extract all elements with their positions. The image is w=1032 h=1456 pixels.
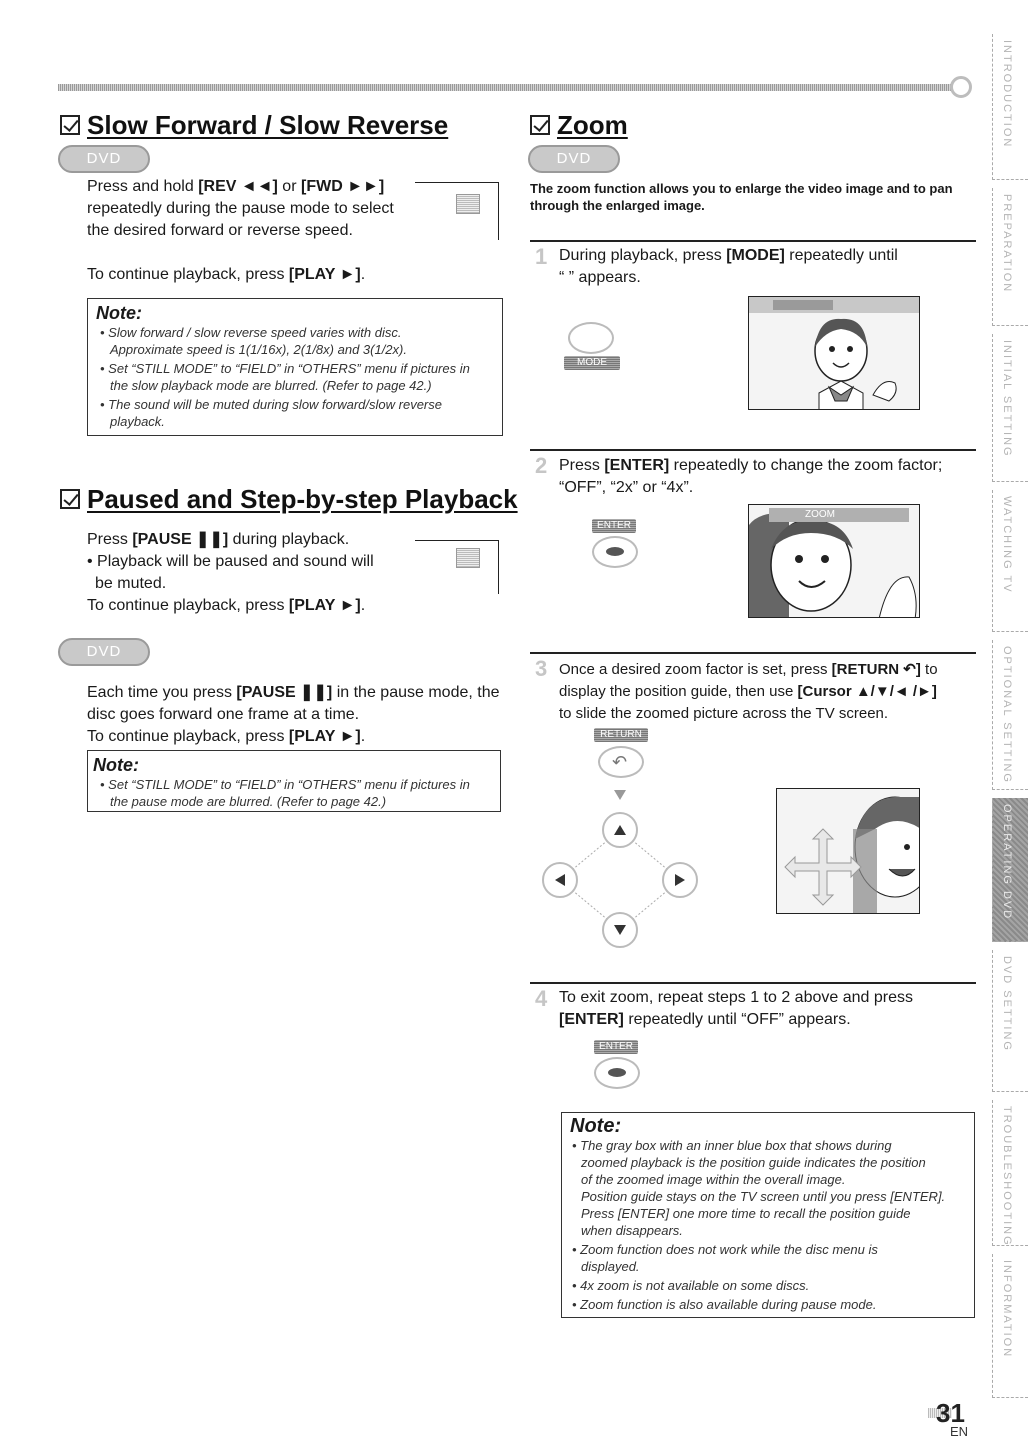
return-button-label: RETURN [594, 728, 648, 742]
mode-button-icon [568, 322, 614, 354]
note-line: • 4x zoom is not available on some discs. [572, 1278, 810, 1293]
zoom-screen-1 [748, 296, 920, 410]
note-line: • Zoom function does not work while the disc menu is [572, 1242, 878, 1257]
note-line: • Set “STILL MODE” to “FIELD” in “OTHERS” menu if pictures in [100, 361, 470, 376]
sidetab-operating-dvd[interactable]: OPERATING DVD [992, 798, 1028, 942]
sidetab-information[interactable]: INFORMATION [992, 1254, 1028, 1398]
step-rule [530, 652, 976, 654]
note-line: Approximate speed is 1(1/16x), 2(1/8x) and 3(1/2x). [110, 342, 407, 357]
note-line: • Zoom function is also available during pause mode. [572, 1297, 877, 1312]
zoom-screen-2 [748, 504, 920, 618]
step-instruction: Each time you press [PAUSE ❚❚] in the pause mode, the disc goes forward one frame at a time. To continue playback, press [PLAY ►]. [87, 684, 500, 745]
cartoon-girl-image [749, 297, 920, 410]
return-arrow-icon: ↶ [612, 752, 628, 772]
step-number: 1 [535, 244, 548, 269]
return-button-icon [598, 746, 644, 778]
note-line: • The sound will be muted during slow forward/slow reverse [100, 397, 442, 412]
note-title: Note: [96, 303, 142, 323]
note-line: • The gray box with an inner blue box that shows during [572, 1138, 892, 1153]
step-rule [530, 449, 976, 451]
slow-instruction: Press and hold [REV ◄◄] or [FWD ►►] repeatedly during the pause mode to select the desired forward or reverse speed. [87, 178, 394, 239]
sidetab-initial-setting[interactable]: INITIAL SETTING [992, 334, 1028, 482]
note-line: of the zoomed image within the overall image. [581, 1172, 846, 1187]
paused-instruction: Press [PAUSE ❚❚] during playback. • Playback will be paused and sound will be muted. To continue playback, press [PLAY ►]. [87, 531, 374, 614]
step2-text: Press [ENTER] repeatedly to change the zoom factor; “OFF”, “2x” or “4x”. [559, 457, 943, 496]
note-line: • Set “STILL MODE” to “FIELD” in “OTHERS” menu if pictures in [100, 777, 470, 792]
slow-continue: To continue playback, press [PLAY ►]. [87, 266, 366, 283]
slow-title: Slow Forward / Slow Reverse [60, 110, 448, 141]
checkbox-icon [60, 489, 80, 509]
step1-text: During playback, press [MODE] repeatedly until “ ” appears. [559, 247, 898, 286]
step4-text: To exit zoom, repeat steps 1 to 2 above and press [ENTER] repeatedly until “OFF” appears. [559, 989, 913, 1028]
note-title: Note: [93, 755, 139, 775]
pause-display-icon [456, 548, 480, 568]
slow-display-icon [456, 194, 480, 214]
zoom-osd-label: ZOOM [769, 508, 909, 522]
dvd-badge: DVD [58, 638, 150, 666]
sidetab-optional-setting[interactable]: OPTIONAL SETTING [992, 640, 1028, 790]
zoom-intro: The zoom function allows you to enlarge the video image and to pan through the enlarged image. [530, 181, 953, 213]
checkbox-icon [530, 115, 550, 135]
note-line: the pause mode are blurred. (Refer to page 42.) [110, 794, 387, 809]
zoom-note-box [561, 1112, 975, 1318]
enter-button-label: ENTER [592, 519, 636, 533]
sidetab-dvd-setting[interactable]: DVD SETTING [992, 950, 1028, 1092]
zoom-title: Zoom [530, 110, 628, 141]
note-line: zoomed playback is the position guide indicates the position [581, 1155, 926, 1170]
dvd-badge: DVD [58, 145, 150, 173]
step-rule [530, 982, 976, 984]
step-number: 4 [535, 986, 548, 1011]
note-line: Press [ENTER] one more time to recall the position guide [581, 1206, 911, 1221]
sidetab-troubleshooting[interactable]: TROUBLESHOOTING [992, 1100, 1028, 1246]
page-number: 31 [936, 1398, 965, 1428]
checkbox-icon [60, 115, 80, 135]
step-rule [530, 240, 976, 242]
note-line: when disappears. [581, 1223, 683, 1238]
cursor-pad-diagram [530, 790, 710, 950]
header-rule [58, 84, 960, 91]
enter-button-label: ENTER [594, 1040, 638, 1054]
step3-text: Once a desired zoom factor is set, press [RETURN ↶] to display the position guide, then use [Cursor ▲/▼/◄ /►] to slide the zoomed picture across the TV screen. [559, 661, 938, 722]
zoom-screen-3 [776, 788, 920, 914]
sidetab-preparation[interactable]: PREPARATION [992, 188, 1028, 326]
dvd-badge: DVD [528, 145, 620, 173]
paused-note-box [87, 750, 501, 812]
sidetab-watching-tv[interactable]: WATCHING TV [992, 490, 1028, 632]
note-line: the slow playback mode are blurred. (Refer to page 42.) [110, 378, 432, 393]
step-number: 2 [535, 453, 548, 478]
position-guide-image [777, 789, 920, 914]
slow-note-box [87, 298, 503, 436]
page-language: EN [950, 1424, 969, 1439]
note-line: displayed. [581, 1259, 640, 1274]
note-title: Note: [570, 1115, 622, 1137]
enter-button-icon [594, 1057, 640, 1089]
mode-button-label: MODE [564, 356, 620, 370]
sidetab-introduction[interactable]: INTRODUCTION [992, 34, 1028, 180]
header-rule-end [950, 76, 972, 98]
enter-button-icon [592, 536, 638, 568]
note-line: Position guide stays on the TV screen until you press [ENTER]. [581, 1189, 946, 1204]
step-number: 3 [535, 656, 548, 681]
note-line: • Slow forward / slow reverse speed varies with disc. [100, 325, 402, 340]
note-line: playback. [110, 414, 165, 429]
paused-title: Paused and Step-by-step Playback [60, 484, 518, 515]
